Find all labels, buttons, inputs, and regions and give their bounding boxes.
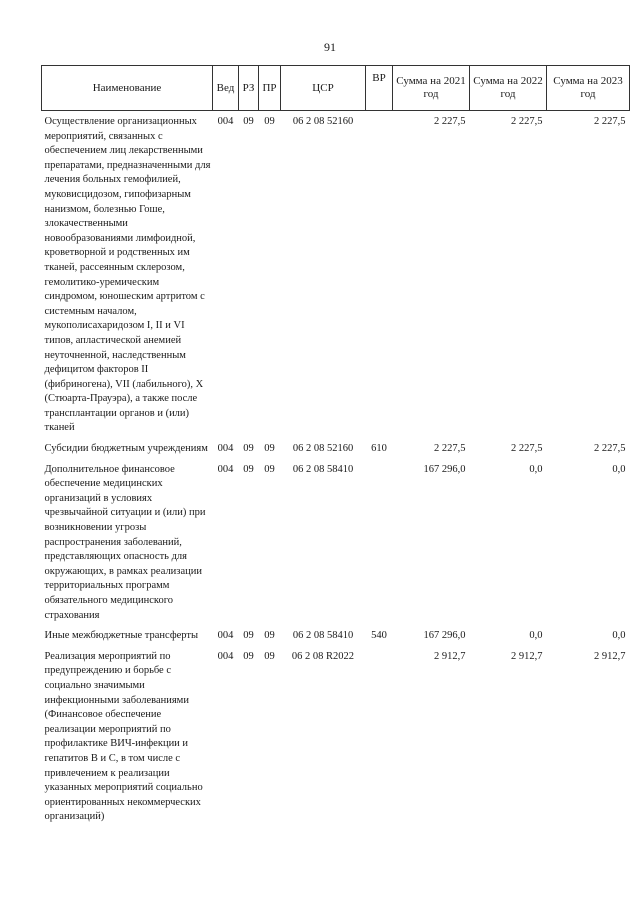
row-vr: 610 bbox=[371, 443, 387, 455]
row-csr: 06 2 08 R2022 bbox=[291, 650, 355, 662]
row-ved: 004 bbox=[217, 650, 234, 662]
row-rz: 09 bbox=[243, 463, 254, 475]
row-ved: 004 bbox=[217, 630, 234, 642]
header-sum-2021: Сумма на 2021 год bbox=[393, 66, 470, 111]
row-sum-2021: 2 227,5 bbox=[434, 443, 466, 455]
row-sum-2023: 2 227,5 bbox=[594, 116, 626, 127]
row-sum-2021: 167 296,0 bbox=[423, 463, 466, 475]
header-name: Наименование bbox=[42, 66, 213, 111]
header-rz: РЗ bbox=[239, 66, 259, 111]
row-pr: 09 bbox=[264, 630, 275, 642]
row-csr: 06 2 08 58410 bbox=[292, 463, 354, 475]
header-csr: ЦСР bbox=[281, 66, 366, 111]
row-sum-2022: 2 227,5 bbox=[511, 443, 543, 455]
row-name: Осуществление организационных мероприятий, связанных с обеспечением лиц лекарственными препаратами, предназначенными для лечения больных гемофилией, муковисцидозом, гипофизарным нанизмом, болезнью Гоше, злокачественными новообразованиями лимфоидной, кроветворной и родственных им тканей, рассеянным склерозом, гемолитико-уремическим синдромом, юношеским артритом с системным началом, мукополисахаридозом I, II и VI типов, апластической анемией неуточненной, наследственным дефицитом факторов II (фибриногена), VII (лабильного), X (Стюарта-Прауэра), а также после трансплантации органов и (или) тканей bbox=[44, 116, 211, 434]
row-ved: 004 bbox=[217, 443, 234, 455]
row-pr: 09 bbox=[264, 116, 275, 127]
header-ved: Вед bbox=[213, 66, 239, 111]
row-sum-2022: 0,0 bbox=[529, 463, 543, 475]
row-sum-2022: 2 227,5 bbox=[511, 116, 543, 127]
row-ved: 004 bbox=[217, 463, 234, 475]
table-row bbox=[42, 111, 630, 437]
row-sum-2023: 2 227,5 bbox=[594, 443, 626, 455]
row-ved: 004 bbox=[217, 116, 234, 127]
header-pr: ПР bbox=[259, 66, 281, 111]
table-header bbox=[42, 66, 630, 111]
row-sum-2023: 0,0 bbox=[612, 463, 626, 475]
row-sum-2022: 0,0 bbox=[529, 630, 543, 642]
row-rz: 09 bbox=[243, 443, 254, 455]
row-vr bbox=[366, 644, 393, 825]
row-name: Реализация мероприятий по предупреждению и борьбе с социально значимыми инфекционными заболеваниями (Финансовое обеспечение реализации мероприятий по профилактике ВИЧ-инфекции и гепатитов В и С, в том числе с привлечением к реализации указанных мероприятий социально ориентированных некоммерческих организаций) bbox=[44, 650, 203, 823]
row-sum-2023: 0,0 bbox=[612, 630, 626, 642]
table-row bbox=[42, 623, 630, 644]
table-row bbox=[42, 457, 630, 624]
row-vr bbox=[366, 111, 393, 437]
row-sum-2023: 2 912,7 bbox=[594, 650, 626, 662]
header-sum-2022: Сумма на 2022 год bbox=[470, 66, 547, 111]
row-name: Дополнительное финансовое обеспечение медицинских организаций в условиях чрезвычайной ситуации и (или) при возникновении угрозы распространения заболеваний, представляющих опасность для окружающих, в рамках реализации территориальных программ обязательного медицинского страхования bbox=[44, 463, 206, 621]
row-pr: 09 bbox=[264, 650, 275, 662]
header-sum-2023: Сумма на 2023 год bbox=[547, 66, 630, 111]
page-number: 91 bbox=[324, 40, 336, 54]
row-name: Иные межбюджетные трансферты bbox=[44, 630, 199, 642]
row-vr bbox=[366, 457, 393, 624]
row-rz: 09 bbox=[243, 650, 254, 662]
row-rz: 09 bbox=[243, 630, 254, 642]
row-pr: 09 bbox=[264, 463, 275, 475]
row-sum-2022: 2 912,7 bbox=[511, 650, 543, 662]
row-sum-2021: 2 227,5 bbox=[434, 116, 466, 127]
row-sum-2021: 2 912,7 bbox=[434, 650, 466, 662]
row-vr: 540 bbox=[371, 630, 387, 642]
row-csr: 06 2 08 58410 bbox=[292, 630, 354, 642]
row-rz: 09 bbox=[243, 116, 254, 127]
header-vr: ВР bbox=[366, 66, 393, 111]
table-row bbox=[42, 644, 630, 825]
row-csr: 06 2 08 52160 bbox=[292, 116, 354, 127]
row-name: Субсидии бюджетным учреждениям bbox=[44, 443, 208, 455]
budget-table bbox=[41, 65, 630, 825]
table-row bbox=[42, 436, 630, 457]
row-pr: 09 bbox=[264, 443, 275, 455]
row-sum-2021: 167 296,0 bbox=[423, 630, 466, 642]
row-csr: 06 2 08 52160 bbox=[292, 443, 354, 455]
